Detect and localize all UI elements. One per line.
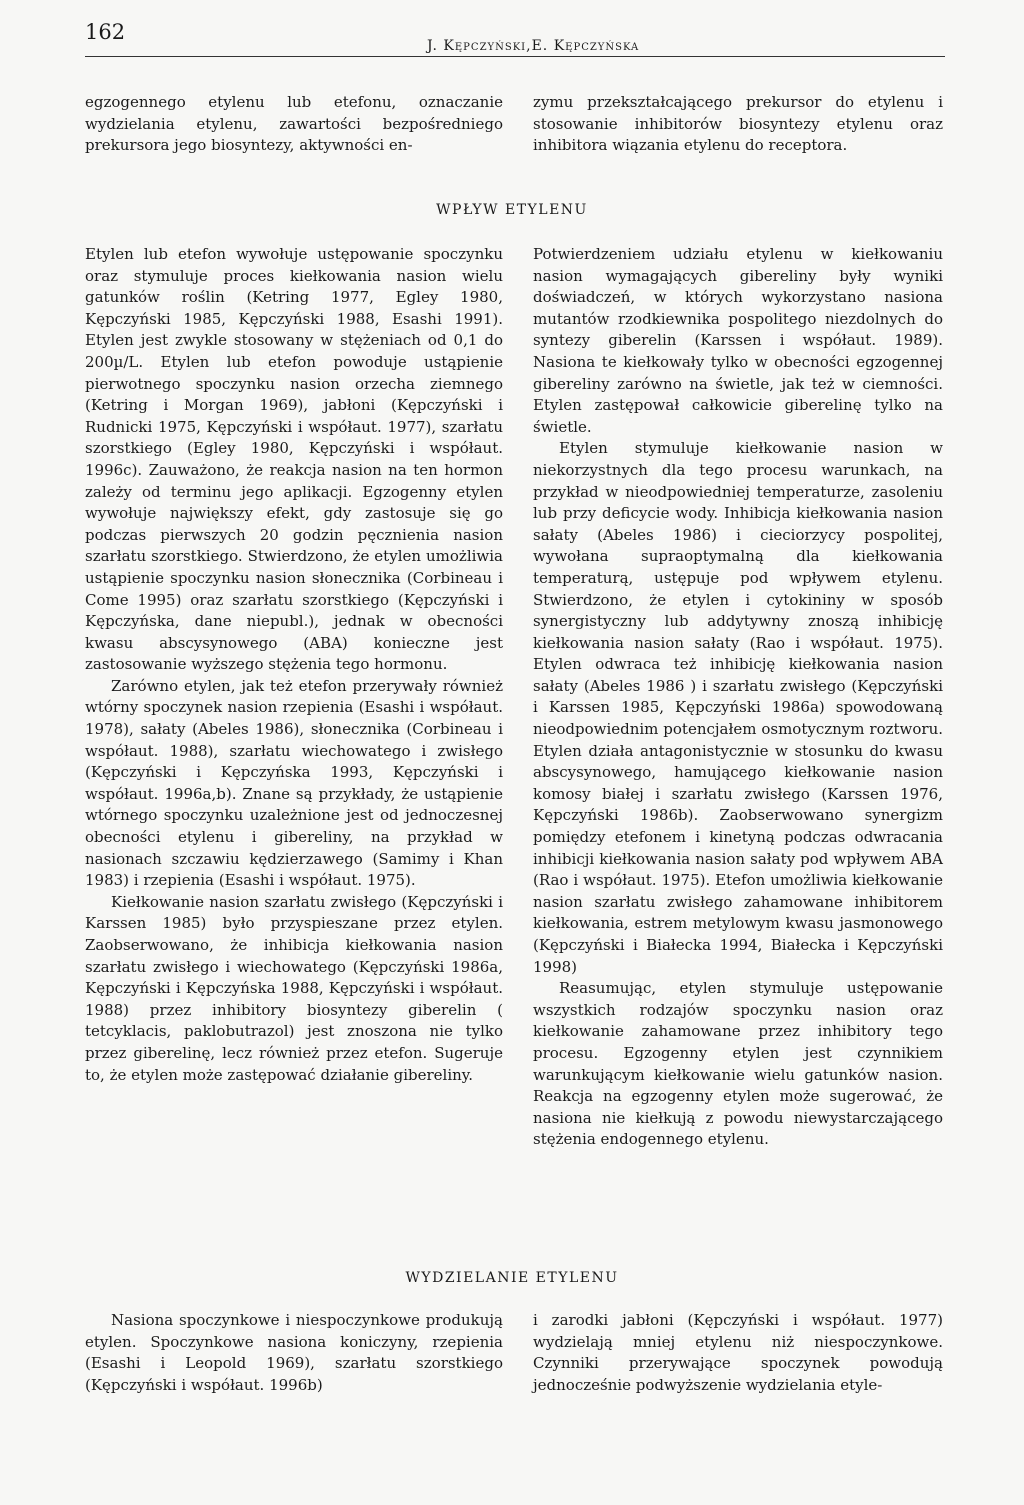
section1-left-column — [85, 244, 503, 1086]
intro-left-column — [85, 92, 503, 157]
paragraph: Nasiona spoczynkowe i niespoczynkowe produkują etylen. Spoczynkowe nasiona koniczyny, rzepienia (Esashi i Leopold 1969), szarłatu szorstkiego (Kępczyński i współaut. 1996b) — [85, 1311, 503, 1394]
section-title-wplyw: WPŁYW ETYLENU — [436, 202, 588, 218]
paragraph: egzogennego etylenu lub etefonu, oznaczanie wydzielania etylenu, zawartości bezpośredniego prekursora jego biosyntezy, aktywności en- — [85, 93, 503, 155]
paragraph: zymu przekształcającego prekursor do etylenu i stosowanie inhibitorów biosyntezy etylenu oraz inhibitora wiązania etylenu do receptora. — [533, 93, 943, 155]
paragraph: Reasumując, etylen stymuluje ustępowanie wszystkich rodzajów spoczynku nasion oraz kiełkowanie zahamowane przez inhibitory tego procesu. Egzogenny etylen jest czynnikiem warunkującym kiełkowanie wielu gatunków nasion. Reakcja na egzogenny etylen może sugerować, że nasiona nie kiełkują z powodu niewystarczającego stężenia endogennego etylenu. — [533, 979, 943, 1149]
section2-right-column — [533, 1310, 943, 1396]
paragraph: i zarodki jabłoni (Kępczyński i współaut. 1977) wydzielają mniej etylenu niż niespoczynkowe. Czynniki przerywające spoczynek powodują jednocześnie podwyższenie wydzielania etyle- — [533, 1311, 943, 1394]
intro-right-column — [533, 92, 943, 157]
paragraph: Kiełkowanie nasion szarłatu zwisłego (Kępczyński i Karssen 1985) było przyspieszane przez etylen. Zaobserwowano, że inhibicja kiełkowania nasion szarłatu zwisłego i wiechowatego (Kępczyński 1986a, Kępczyński i Kępczyńska 1988, Kępczyński i współaut. 1988) przez inhibitory biosyntezy giberelin ( tetcyklacis, paklobutrazol) jest znoszona nie tylko przez giberelinę, lecz również przez etefon. Sugeruje to, że etylen może zastępować działanie gibereliny. — [85, 892, 503, 1084]
paragraph: Zarówno etylen, jak też etefon przerywały również wtórny spoczynek nasion rzepienia (Esashi i współaut. 1978), sałaty (Abeles 1986), słonecznika (Corbineau i współaut. 1988), szarłatu wiechowatego i zwisłego (Kępczyński i Kępczyńska 1993, Kępczyński i współaut. 1996a,b). Znane są przykłady, że ustąpienie wtórnego spoczynku uzależnione jest od jednoczesnej obecności etylenu i gibereliny, na przykład w nasionach szczawiu kędzierzawego (Samimy i Khan 1983) i rzepienia (Esashi i współaut. 1975). — [85, 676, 503, 890]
paragraph: Etylen stymuluje kiełkowanie nasion w niekorzystnych dla tego procesu warunkach, na przykład w nieodpowiedniej temperaturze, zasoleniu lub przy deficycie wody. Inhibicja kiełkowania nasion sałaty (Abeles 1986) i cieciorzycy pospolitej, wywołana supraoptymalną dla kiełkowania temperaturą, ustępuje pod wpływem etylenu. Stwierdzono, że etylen i cytokininy w sposób synergistyczny lub addytywny znoszą inhibicję kiełkowania nasion sałaty (Rao i współaut. 1975). Etylen odwraca też inhibicję kiełkowania nasion sałaty (Abeles 1986 ) i szarłatu zwisłego (Kępczyński i Karssen 1985, Kępczyński 1986a) spowodowaną nieodpowiednim potencjałem osmotycznym roztworu. Etylen działa antagonistycznie w stosunku do kwasu abscysynowego, hamującego kiełkowanie nasion komosy białej i szarłatu zwisłego (Karssen 1976, Kępczyński 1986b). Zaobserwowano synergizm pomiędzy etefonem i kinetyną podczas odwracania inhibicji kiełkowania nasion sałaty pod wpływem ABA (Rao i współaut. 1975). Etefon umożliwia kiełkowanie nasion szarłatu zwisłego zahamowane inhibitorem kiełkowania, estrem metylowym kwasu jasmonowego (Kępczyński i Białecka 1994, Białecka i Kępczyński 1998) — [533, 439, 943, 976]
section1-right-column — [533, 244, 943, 1151]
section-title-wydzielanie: WYDZIELANIE ETYLENU — [405, 1270, 619, 1286]
running-head: J. Kępczyński,E. Kępczyńska — [427, 38, 640, 54]
page-header — [85, 14, 945, 57]
paragraph: Etylen lub etefon wywołuje ustępowanie spoczynku oraz stymuluje proces kiełkowania nasion wielu gatunków roślin (Ketring 1977, Egley 1980, Kępczyński 1985, Kępczyński 1988, Esashi 1991). Etylen jest zwykle stosowany w stężeniach od 0,1 do 200µ/L. Etylen lub etefon powoduje ustąpienie pierwotnego spoczynku nasion orzecha ziemnego (Ketring i Morgan 1969), jabłoni (Kępczyński i Rudnicki 1975, Kępczyński i współaut. 1977), szarłatu szorstkiego (Egley 1980, Kępczyński i współaut. 1996c). Zauważono, że reakcja nasion na ten hormon zależy od terminu jego aplikacji. Egzogenny etylen wywołuje największy efekt, gdy zastosuje się go podczas pierwszych 20 godzin pęcznienia nasion szarłatu szorstkiego. Stwierdzono, że etylen umożliwia ustąpienie spoczynku nasion słonecznika (Corbineau i Come 1995) oraz szarłatu szorstkiego (Kępczyński i Kępczyńska, dane niepubl.), jednak w obecności kwasu abscysynowego (ABA) konieczne jest zastosowanie wyższego stężenia tego hormonu. — [85, 245, 503, 674]
section2-left-column — [85, 1310, 503, 1396]
page-number: 162 — [85, 20, 126, 44]
paragraph: Potwierdzeniem udziału etylenu w kiełkowaniu nasion wymagających gibereliny były wyniki doświadczeń, w których wykorzystano nasiona mutantów rzodkiewnika pospolitego niezdolnych do syntezy giberelin (Karssen i współaut. 1989). Nasiona te kiełkowały tylko w obecności egzogennej gibereliny zarówno na świetle, jak też w ciemności. Etylen zastępował całkowicie giberelinę tylko na świetle. — [533, 245, 943, 436]
